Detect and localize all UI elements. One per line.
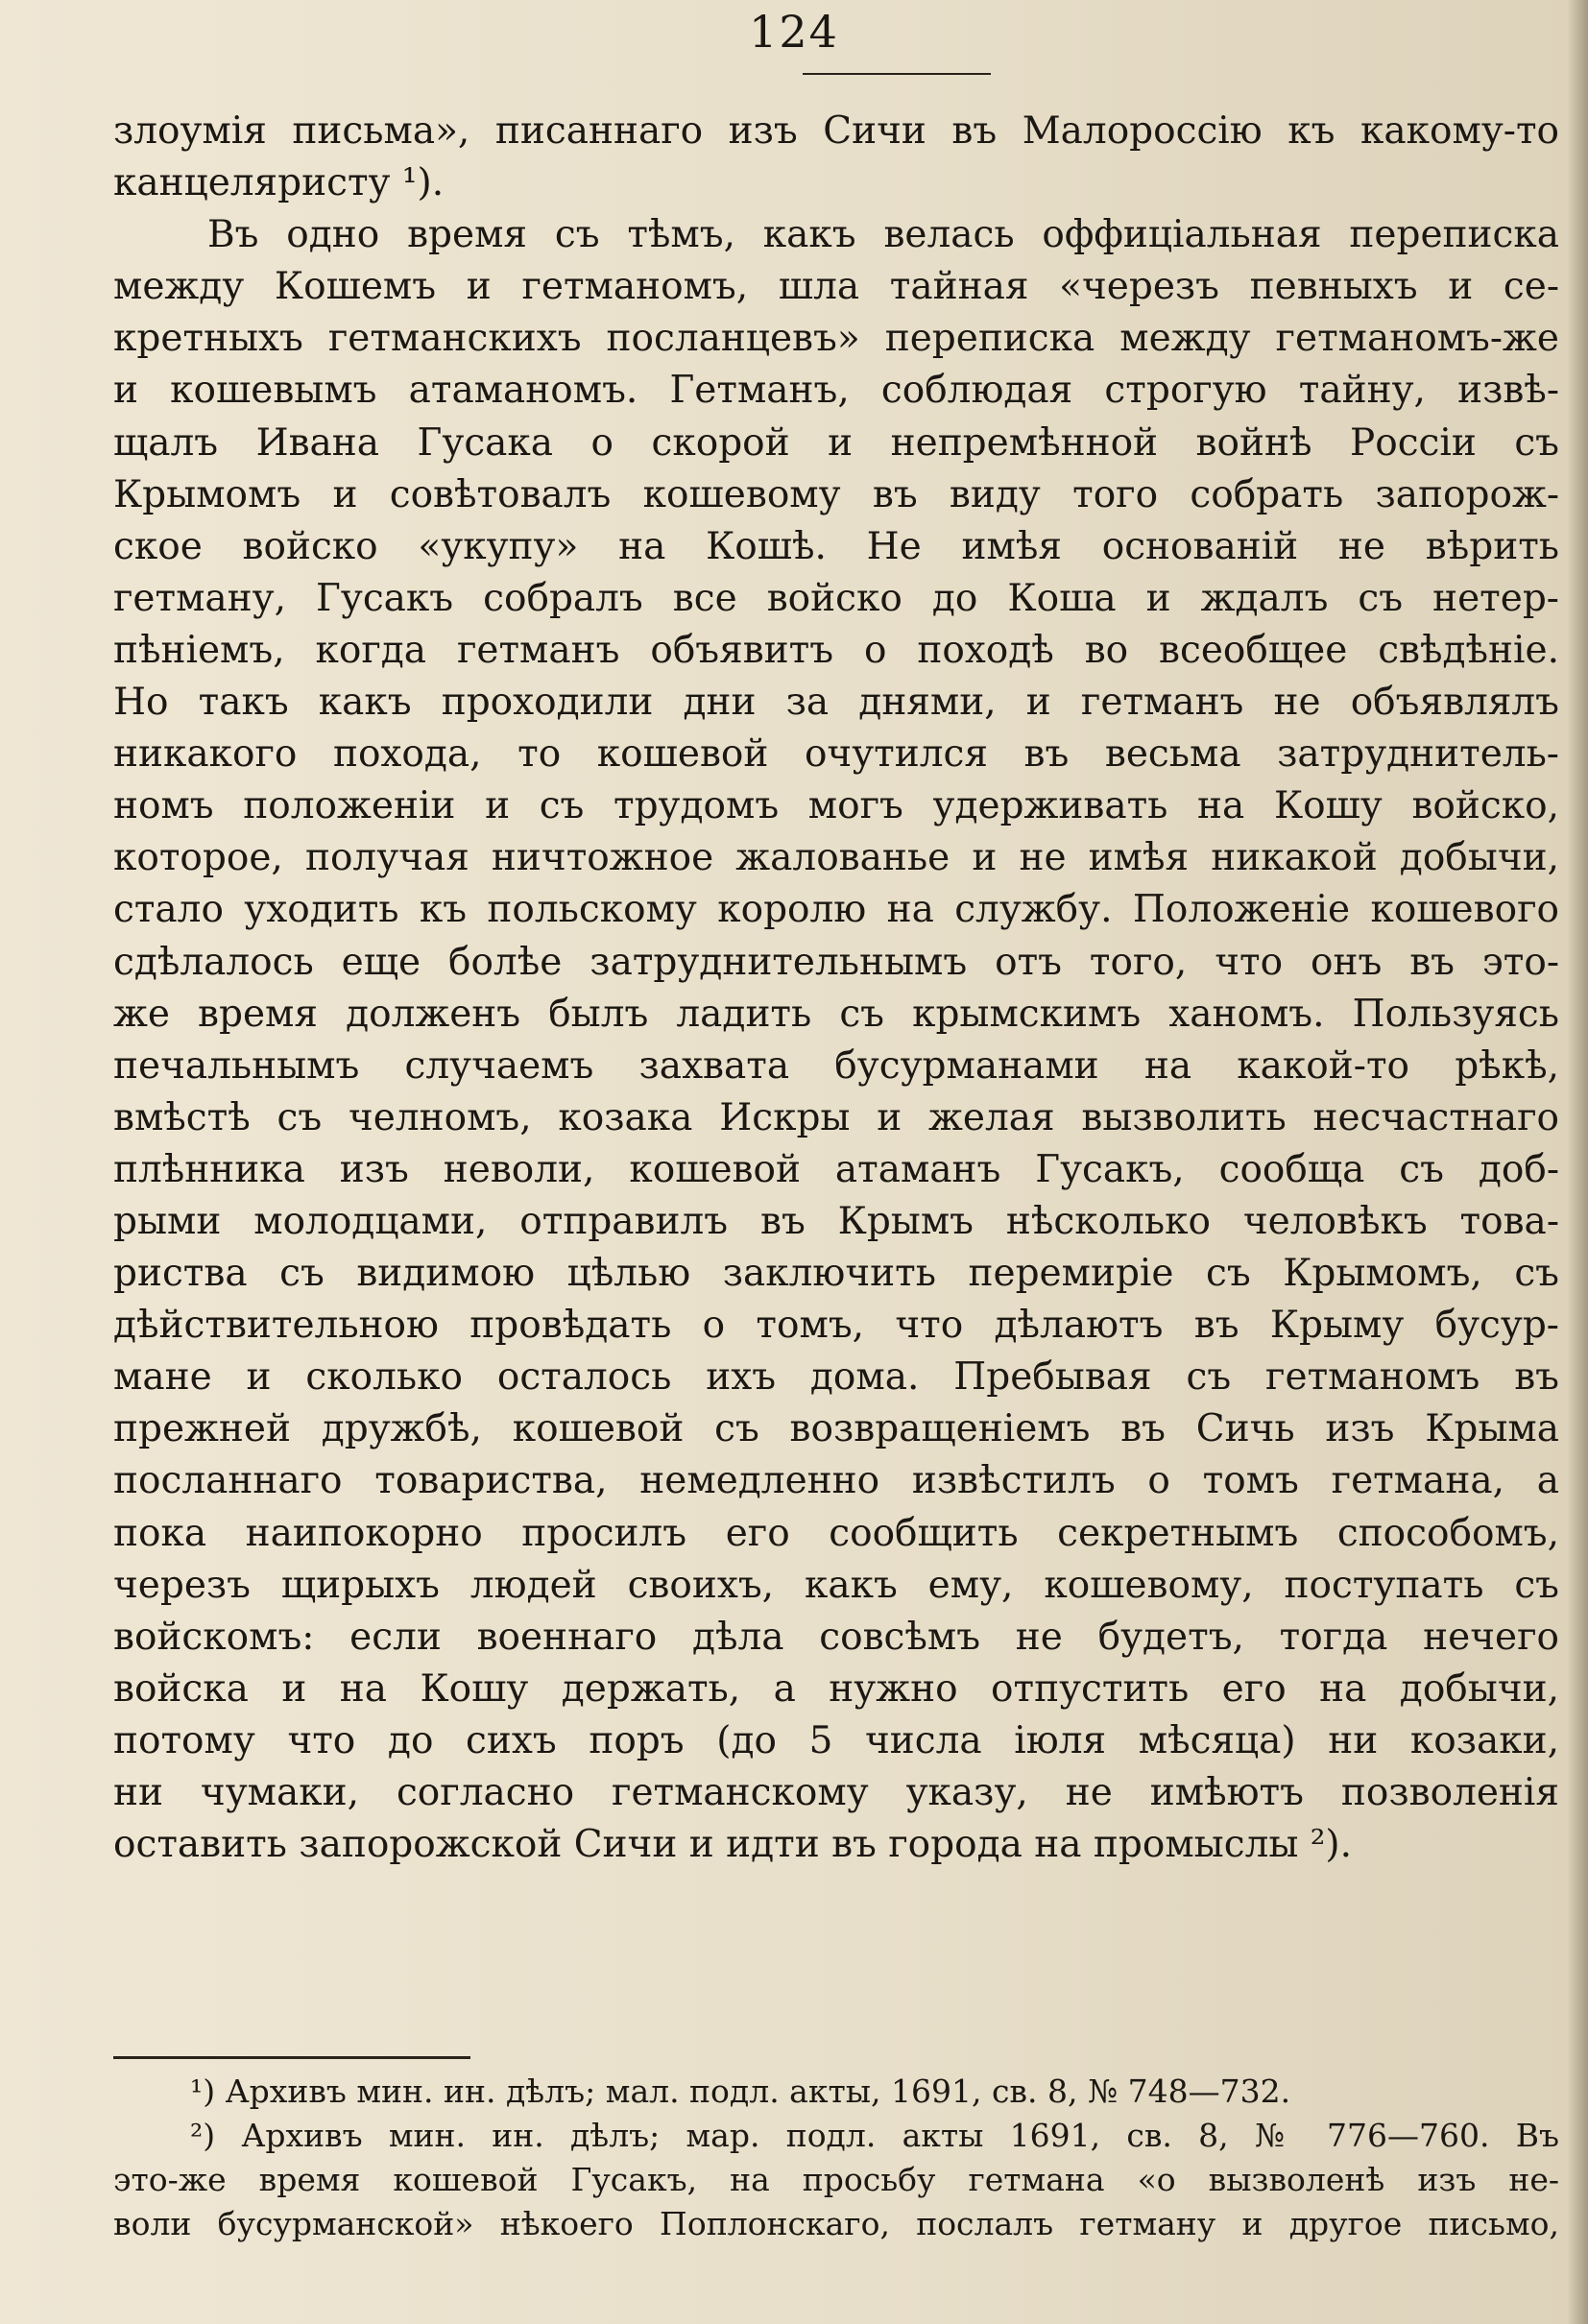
text-line: риства съ видимою цѣлью заключить перемиріе съ Крымомъ, съ [113,1252,1559,1296]
footnote-line: воли бусурманской» нѣкоего Поплонскаго, послалъ гетману и другое письмо, [113,2205,1559,2242]
text-line: мане и сколько осталось ихъ дома. Пребывая съ гетманомъ въ [113,1355,1559,1400]
text-line: Крымомъ и совѣтовалъ кошевому въ виду того собрать запорож- [113,472,1559,516]
text-line: печальнымъ случаемъ захвата бусурманами на какой-то рѣкѣ, [113,1043,1559,1088]
text-line: ни чумаки, согласно гетманскому указу, не имѣютъ позволенія [113,1771,1559,1814]
text-line: вмѣстѣ съ челномъ, козака Искры и желая вызволить несчастнаго [113,1095,1559,1139]
text-line: между Кошемъ и гетманомъ, шла тайная «черезъ певныхъ и се- [113,265,1559,309]
text-line: войска и на Кошу держать, а нужно отпустить его на добычи, [113,1666,1559,1711]
text-line: плѣнника изъ неволи, кошевой атаманъ Гусакъ, сообща съ доб- [113,1147,1559,1191]
text-line: прежней дружбѣ, кошевой съ возвращеніемъ въ Сичь изъ Крыма [113,1407,1559,1451]
text-line: потому что до сихъ поръ (до 5 числа іюля мѣсяца) ни козаки, [113,1718,1559,1762]
text-line: посланнаго товариства, немедленно извѣстилъ о томъ гетмана, а [113,1459,1559,1503]
text-line: злоумія письма», писаннаго изъ Сичи въ Малороссію къ какому-то [113,109,1559,153]
header-rule [803,73,991,75]
text-line: рыми молодцами, отправилъ въ Крымъ нѣсколько человѣкъ това- [113,1199,1559,1243]
text-line: которое, получая ничтожное жалованье и не имѣя никакой добычи, [113,836,1559,880]
text-line: сдѣлалось еще болѣе затруднительнымъ отъ того, что онъ въ это- [113,940,1559,984]
text-line: ское войско «укупу» на Кошѣ. Не имѣя основаній не вѣрить [113,524,1559,568]
text-line: канцеляристу ¹). [113,161,445,205]
text-line: гетману, Гусакъ собралъ все войско до Коша и ждалъ съ нетер- [113,576,1559,620]
footnote-separator [113,2056,470,2059]
text-line: черезъ щирыхъ людей своихъ, какъ ему, кошевому, поступать съ [113,1563,1559,1607]
text-line: кретныхъ гетманскихъ посланцевъ» переписка между гетманомъ-же [113,317,1559,361]
text-line: никакого похода, то кошевой очутился въ весьма затруднитель- [113,732,1559,777]
text-line: Въ одно время съ тѣмъ, какъ велась оффиціальная переписка [207,213,1559,257]
footnote-line: это-же время кошевой Гусакъ, на просьбу гетмана «о вызволенѣ изъ не- [113,2161,1559,2198]
text-line: и кошевымъ атаманомъ. Гетманъ, соблюдая строгую тайну, извѣ- [113,369,1559,413]
text-line: стало уходить къ польскому королю на службу. Положеніе кошевого [113,888,1559,932]
body-text [113,106,1559,1871]
text-line: дѣйствительною провѣдать о томъ, что дѣлаютъ въ Крыму бусур- [113,1304,1559,1348]
text-line: Но такъ какъ проходили дни за днями, и гетманъ не объявлялъ [113,681,1559,725]
text-line: пока наипокорно просилъ его сообщить секретнымъ способомъ, [113,1511,1559,1555]
text-line: номъ положеніи и съ трудомъ могъ удерживать на Кошу войско, [113,784,1559,828]
page-number: 124 [749,6,839,58]
text-line: же время долженъ былъ ладить съ крымскимъ ханомъ. Пользуясь [113,992,1559,1036]
footnote-line: ²) Архивъ мин. ин. дѣлъ; мар. подл. акты 1691, св. 8, № 776—760. Въ [190,2117,1559,2154]
footnotes [113,2070,1559,2246]
footnote-line: ¹) Архивъ мин. ин. дѣлъ; мал. подл. акты, 1691, св. 8, № 748—732. [190,2072,1291,2110]
text-line: оставить запорожской Сичи и идти въ города на промыслы ²). [113,1823,1353,1867]
page-edge-shadow [1567,0,1588,2324]
text-line: пѣніемъ, когда гетманъ объявитъ о походѣ во всеобщее свѣдѣніе. [113,628,1559,672]
text-line: войскомъ: если военнаго дѣла совсѣмъ не будетъ, тогда нечего [113,1615,1559,1659]
text-line: щалъ Ивана Гусака о скорой и непремѣнной войнѣ Россіи съ [113,420,1559,465]
